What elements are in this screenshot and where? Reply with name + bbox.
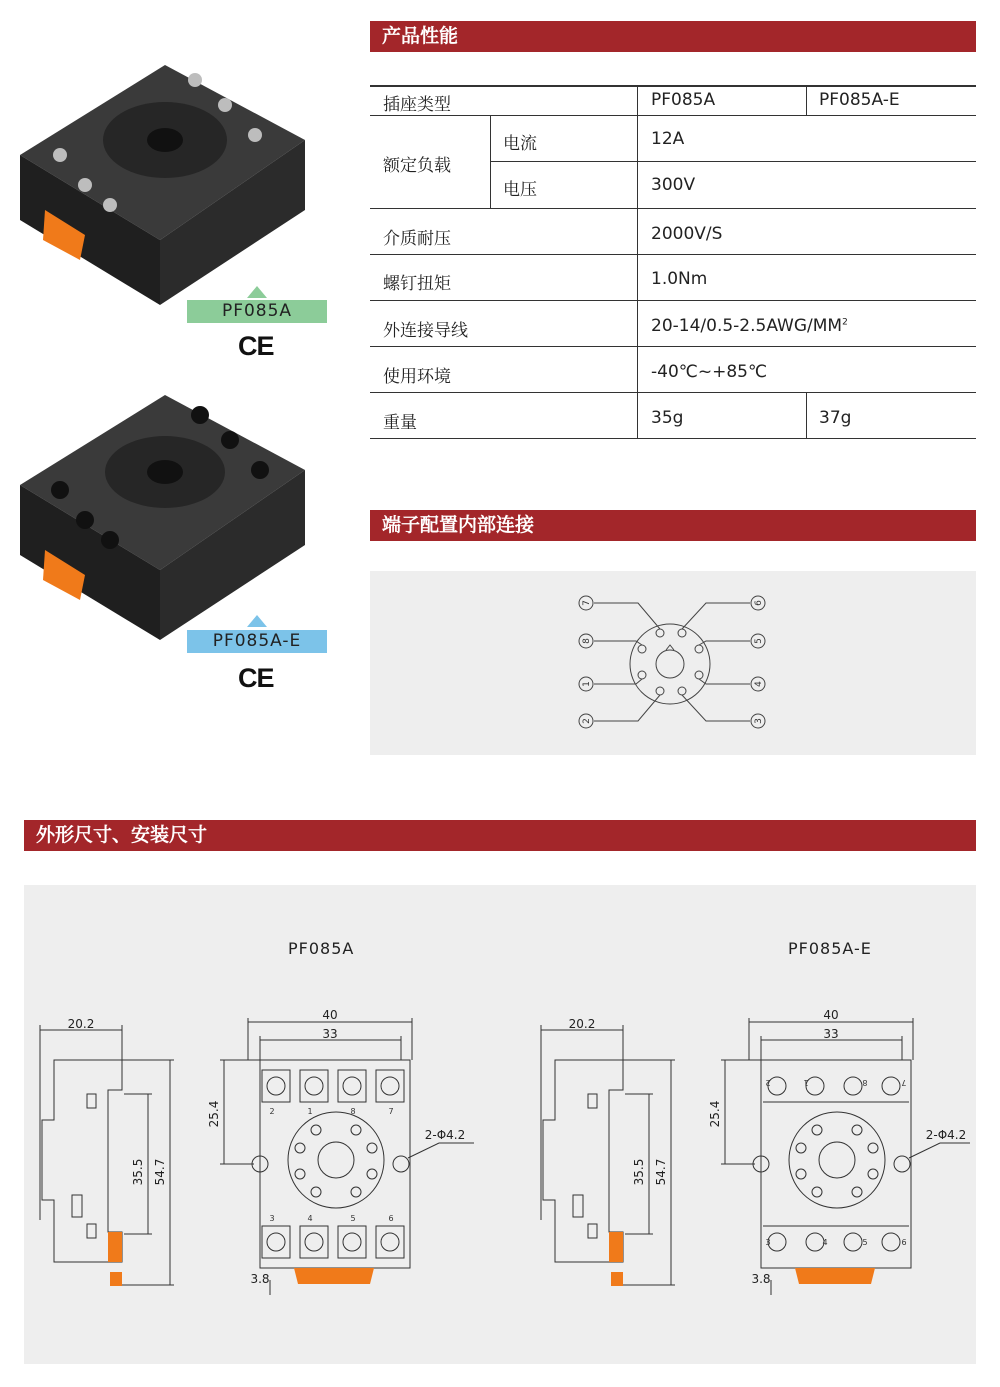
side-inner-height-label: 35.5	[131, 1158, 145, 1186]
ce-mark-pf085a: CE	[238, 331, 274, 361]
pin-label-left-3: 1	[582, 681, 592, 687]
side-width-label: 20.2	[67, 1017, 95, 1031]
terminal-bottom-2: 4	[307, 1214, 313, 1223]
terminal-top-3-e: 8	[862, 1078, 868, 1087]
side-total-height-label-e: 54.7	[654, 1158, 668, 1186]
terminal-bottom-4-e: 6	[901, 1238, 907, 1247]
label-pointer-pf085a-e	[247, 615, 267, 627]
product-photo-pf085a	[15, 60, 310, 310]
terminal-top-2-e: 1	[803, 1078, 809, 1087]
front-hole-label-e: 2-Φ4.2	[925, 1128, 967, 1142]
section-banner-dimensions: 外形尺寸、安装尺寸	[24, 820, 976, 851]
front-hole-spacing-label: 33	[322, 1027, 338, 1041]
header-col-pf085a: PF085A	[651, 90, 716, 110]
voltage-value: 300V	[651, 175, 696, 195]
front-hole-spacing-label-e: 33	[823, 1027, 839, 1041]
header-col-pf085a-e: PF085A-E	[819, 90, 900, 110]
terminal-top-4: 7	[388, 1107, 394, 1116]
voltage-label: 电压	[503, 180, 537, 200]
pin-label-left-1: 7	[582, 600, 592, 606]
current-value: 12A	[651, 129, 685, 149]
pin-diagram	[370, 571, 976, 755]
section-banner-terminal: 端子配置内部连接	[370, 510, 976, 541]
dielectric-value: 2000V/S	[651, 224, 723, 244]
front-width-label: 40	[322, 1008, 338, 1022]
pin-label-right-3: 4	[754, 681, 764, 687]
environment-value: -40℃~+85℃	[651, 362, 768, 382]
side-inner-height-label-e: 35.5	[632, 1158, 646, 1186]
front-width-label-e: 40	[823, 1008, 839, 1022]
wire-label: 外连接导线	[383, 321, 468, 341]
drawing-title-pf085a-e: PF085A-E	[788, 939, 872, 958]
side-width-label-e: 20.2	[568, 1017, 596, 1031]
weight-label: 重量	[383, 413, 417, 433]
front-foot-label: 3.8	[250, 1272, 270, 1286]
dimension-drawing-pf085a-e	[525, 1000, 975, 1305]
front-hole-offset-label: 25.4	[207, 1100, 221, 1128]
product-label-pf085a: PF085A	[187, 300, 327, 323]
terminal-top-2: 1	[307, 1107, 313, 1116]
terminal-top-1: 2	[269, 1107, 275, 1116]
section-banner-performance: 产品性能	[370, 21, 976, 52]
terminal-bottom-3-e: 5	[862, 1238, 868, 1247]
front-hole-label: 2-Φ4.2	[424, 1128, 466, 1142]
ce-mark-pf085a-e: CE	[238, 663, 274, 693]
terminal-bottom-3: 5	[350, 1214, 356, 1223]
rated-load-label: 额定负载	[383, 156, 451, 176]
terminal-bottom-4: 6	[388, 1214, 394, 1223]
weight-value-pf085a: 35g	[651, 408, 684, 428]
front-hole-offset-label-e: 25.4	[708, 1100, 722, 1128]
front-foot-label-e: 3.8	[751, 1272, 771, 1286]
product-photo-pf085a-e	[15, 390, 310, 645]
drawing-title-pf085a: PF085A	[288, 939, 355, 958]
terminal-top-3: 8	[350, 1107, 356, 1116]
pin-label-right-4: 3	[754, 718, 764, 724]
torque-value: 1.0Nm	[651, 269, 708, 289]
label-pointer-pf085a	[247, 286, 267, 298]
wire-value	[651, 316, 848, 336]
pin-label-left-2: 8	[582, 638, 592, 644]
side-total-height-label: 54.7	[153, 1158, 167, 1186]
wire-value-sup: 2	[842, 317, 848, 328]
dielectric-label: 介质耐压	[383, 229, 451, 249]
pin-label-right-1: 6	[754, 600, 764, 606]
torque-label: 螺钉扭矩	[383, 274, 451, 294]
current-label: 电流	[503, 134, 537, 154]
pin-label-left-4: 2	[582, 718, 592, 724]
terminal-bottom-1-e: 3	[765, 1238, 771, 1247]
terminal-top-1-e: 2	[765, 1078, 771, 1087]
dimension-drawing-pf085a	[24, 1000, 484, 1305]
environment-label: 使用环境	[383, 367, 451, 387]
weight-value-pf085a-e: 37g	[819, 408, 852, 428]
terminal-bottom-2-e: 4	[822, 1238, 828, 1247]
header-socket-type: 插座类型	[383, 95, 451, 115]
terminal-top-4-e: 7	[901, 1078, 907, 1087]
product-label-pf085a-e: PF085A-E	[187, 630, 327, 653]
pin-label-right-2: 5	[754, 638, 764, 644]
wire-value-text: 20-14/0.5-2.5AWG/MM	[651, 316, 843, 336]
terminal-bottom-1: 3	[269, 1214, 275, 1223]
